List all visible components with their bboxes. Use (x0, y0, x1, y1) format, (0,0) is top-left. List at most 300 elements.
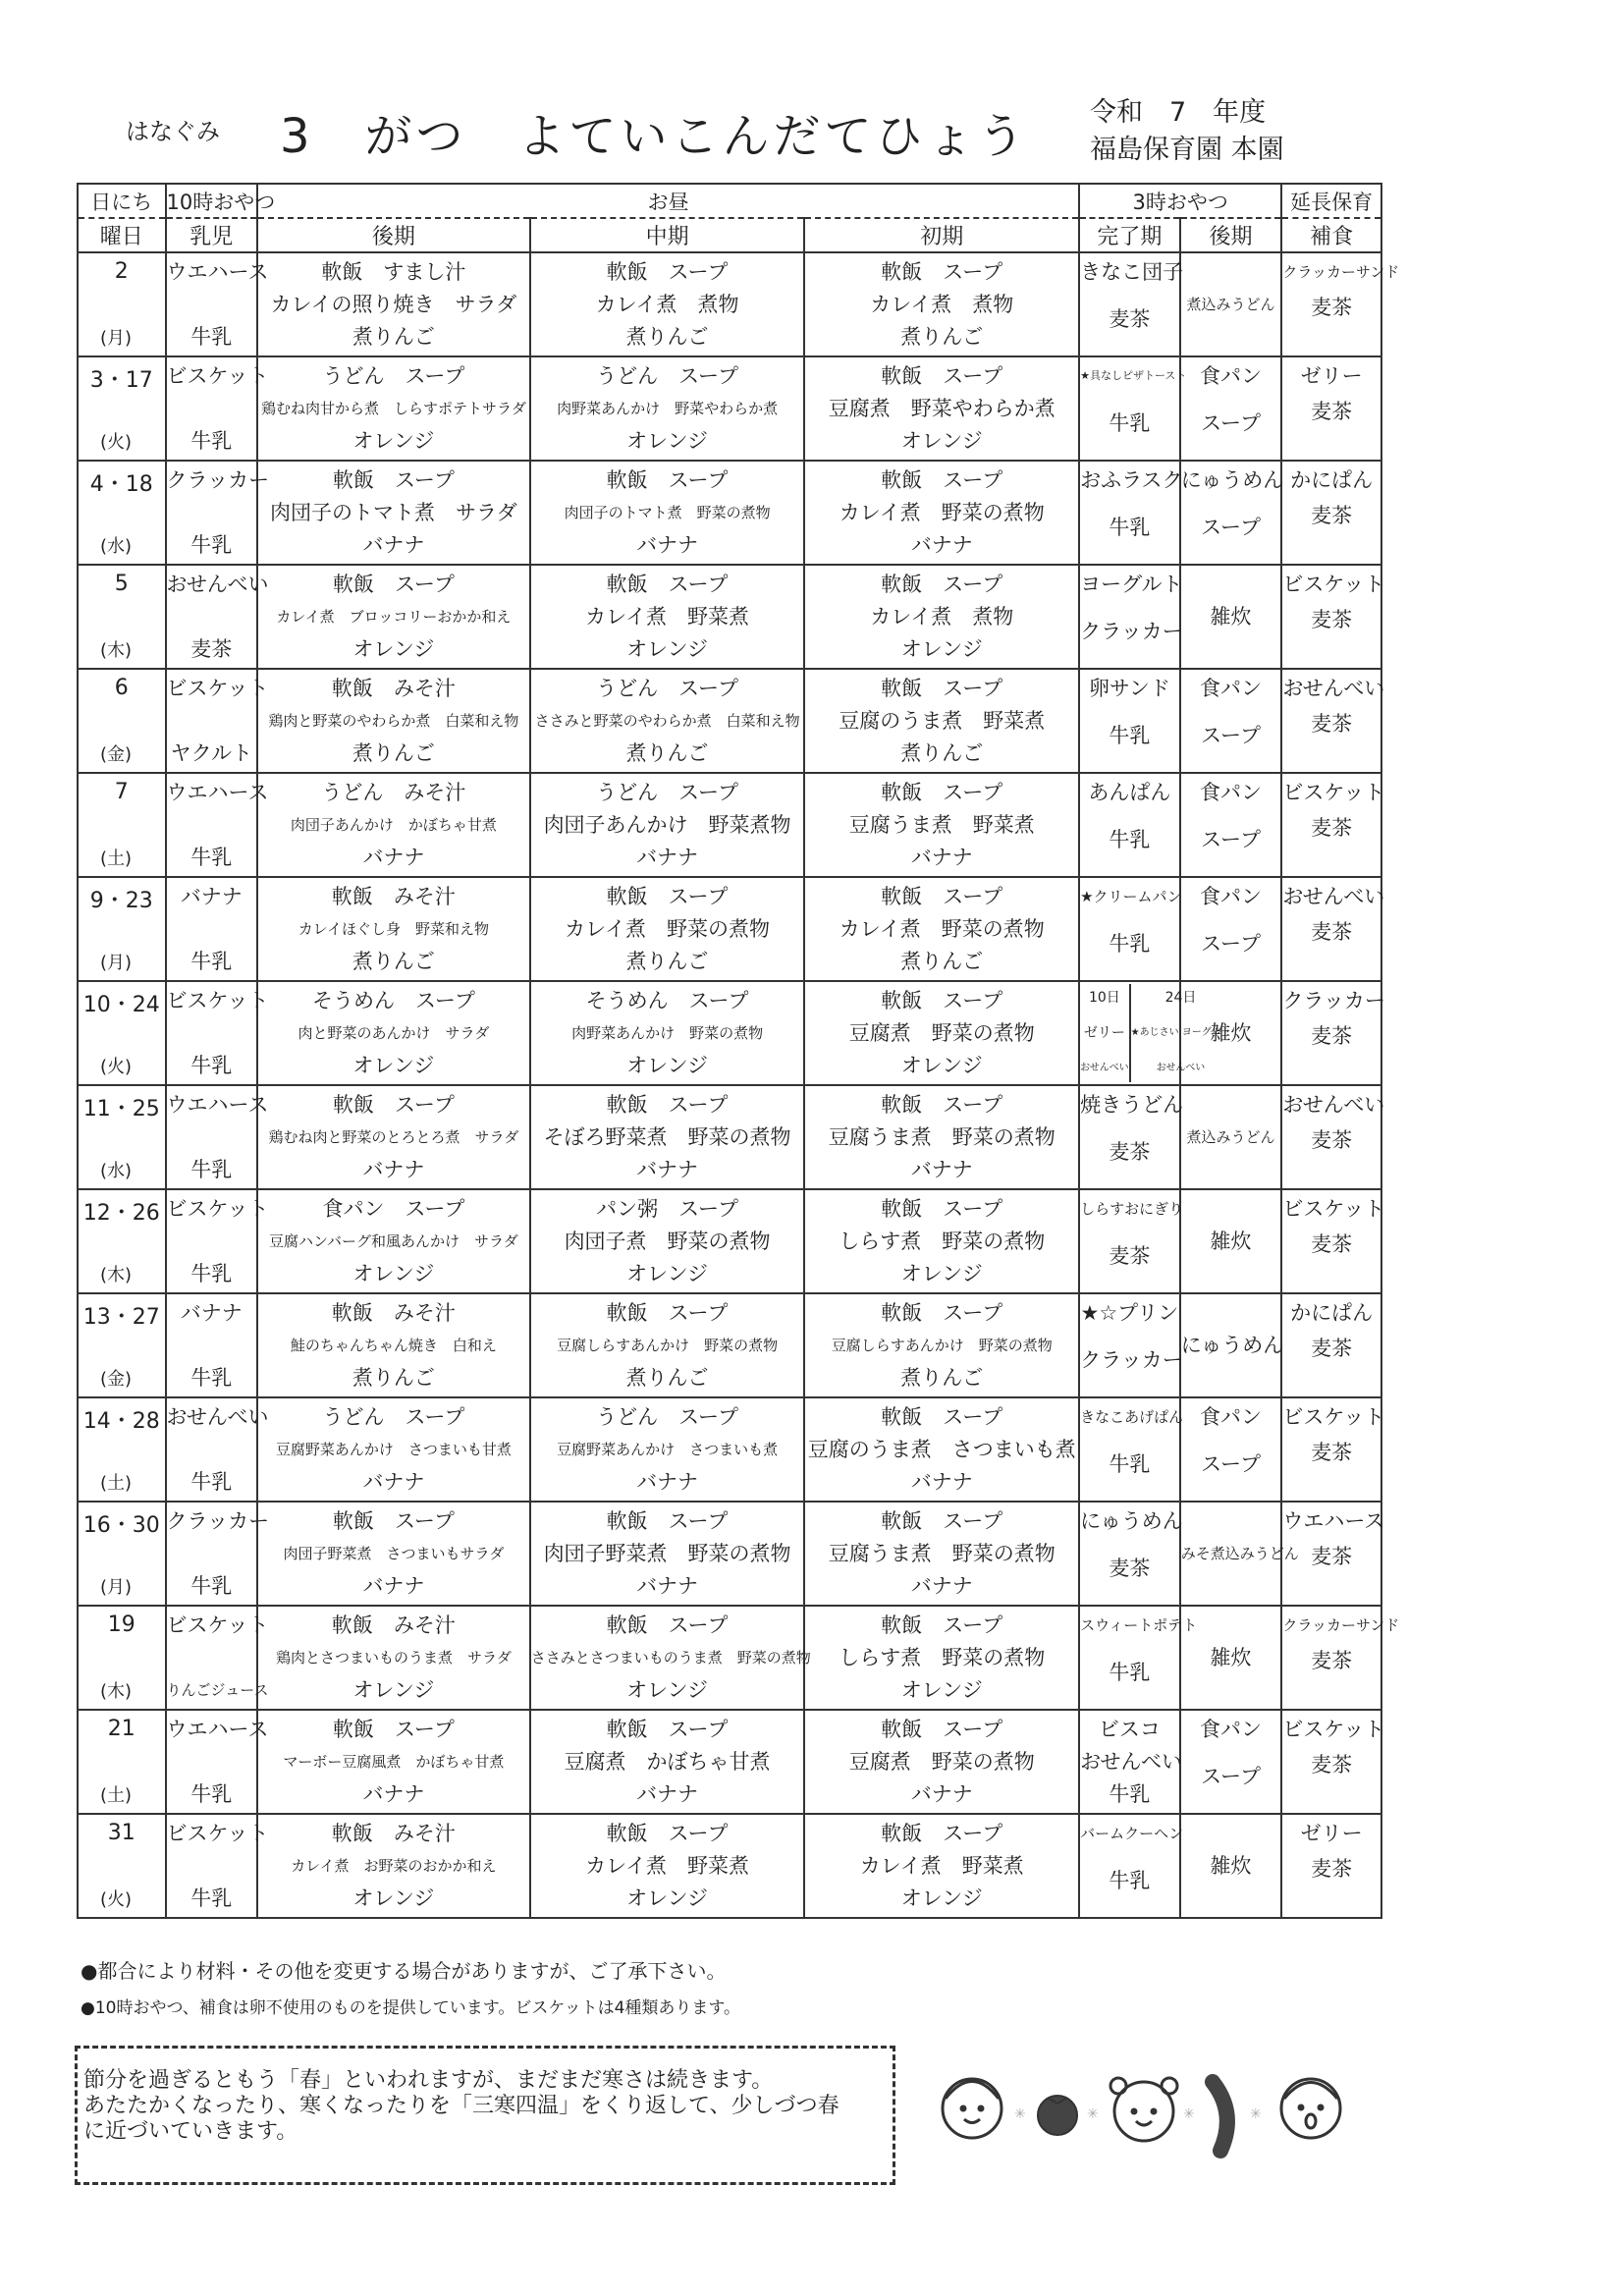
table-row (78, 669, 1381, 773)
early-line: オレンジ (900, 429, 983, 453)
middle-line: 軟飯 スープ (606, 1301, 729, 1325)
middle-line: そうめん スープ (585, 989, 749, 1012)
middle-line: 豆腐煮 かぼちゃ甘煮 (564, 1750, 771, 1774)
late-line: 肉団子のトマト煮 サラダ (270, 501, 517, 524)
surprised-face-icon (1281, 2079, 1340, 2138)
class-name: はなぐみ (126, 118, 220, 145)
late-cell (257, 252, 530, 356)
middle-line: 煮りんご (625, 325, 709, 349)
middle-cell (530, 981, 805, 1085)
early-line: オレンジ (900, 1678, 983, 1702)
girl-face-icon (1110, 2078, 1177, 2141)
message-line: 節分を過ぎるともう「春」といわれますが、まだまだ寒さは続きます。 (83, 2068, 774, 2093)
late-cell (257, 1085, 530, 1189)
late3-line: スープ (1201, 1452, 1261, 1476)
date-cell (78, 1397, 166, 1502)
ext-cell (1281, 1814, 1381, 1918)
weekday-label: (木) (100, 1681, 133, 1702)
s10-line: おせんべい (166, 573, 269, 596)
complete-cell (1079, 773, 1180, 877)
ext-line: 麦茶 (1311, 712, 1353, 736)
complete-split-line: ★あじさい ヨーグルト (1130, 1027, 1231, 1038)
s10-line: おせんべい (166, 1405, 269, 1429)
late-line: うどん みそ汁 (321, 781, 466, 804)
early-cell (804, 1397, 1079, 1502)
late3-cell (1180, 773, 1282, 877)
note-line: ●都合により材料・その他を変更する場合がありますが、ご了承下さい。 (81, 1959, 727, 1983)
s10-line: ビスケット (166, 1822, 269, 1845)
ext-line: クラッカーサンド (1282, 263, 1400, 281)
early-cell (804, 1293, 1079, 1397)
s10-line: ビスケット (166, 989, 269, 1012)
middle-line: 軟飯 スープ (606, 468, 729, 492)
complete-cell (1079, 669, 1180, 773)
fiscal-year: 令和 7 年度 (1090, 97, 1267, 128)
weekday-label: (金) (100, 1369, 133, 1390)
school-name: 福島保育園 本園 (1090, 135, 1284, 165)
late-line: オレンジ (352, 1054, 435, 1077)
date-cell (78, 1293, 166, 1397)
date-label: 12・26 (82, 1201, 160, 1226)
early-line: 豆腐しらすあんかけ 野菜の煮物 (831, 1337, 1053, 1354)
s10-cell (166, 1397, 269, 1502)
header-weekday: 曜日 (78, 218, 166, 252)
complete-line: 牛乳 (1109, 724, 1151, 747)
early-line: 軟飯 スープ (881, 1822, 1003, 1845)
late3-line: 食パン (1200, 364, 1263, 388)
table-row (78, 356, 1381, 461)
early-line: カレイ煮 野菜の煮物 (839, 501, 1045, 524)
late-line: 煮りんご (352, 741, 435, 765)
s10-cell (166, 356, 269, 461)
complete-cell (1079, 1293, 1183, 1397)
late-line: 軟飯 みそ汁 (331, 885, 456, 908)
s10-line: 牛乳 (190, 1574, 233, 1598)
late-cell (257, 1189, 530, 1293)
ext-line: 麦茶 (1311, 608, 1353, 631)
ext-cell (1281, 877, 1385, 981)
late3-cell (1180, 877, 1282, 981)
late-line: バナナ (362, 1470, 425, 1494)
date-label: 21 (107, 1717, 135, 1741)
late-line: マーボー豆腐風煮 かぼちゃ甘煮 (283, 1753, 505, 1771)
late-cell (257, 1710, 530, 1814)
early-line: 軟飯 スープ (881, 260, 1003, 284)
middle-line: うどん スープ (596, 364, 739, 388)
late-line: 鶏むね肉甘から煮 しらすポテトサラダ (260, 400, 526, 417)
complete-cell (1079, 252, 1184, 356)
date-label: 10・24 (82, 993, 160, 1017)
complete-line: おせんべい (1080, 1750, 1183, 1774)
middle-line: 煮りんご (625, 1366, 709, 1390)
complete-line: 麦茶 (1109, 307, 1151, 331)
header-late: 後期 (257, 218, 530, 252)
early-line: バナナ (910, 846, 973, 869)
s10-line: ビスケット (166, 1197, 269, 1221)
header-extended: 延長保育 (1281, 184, 1381, 218)
late-cell (257, 981, 530, 1085)
date-cell (78, 773, 166, 877)
header-late3: 後期 (1180, 218, 1282, 252)
middle-line: 肉団子のトマト煮 野菜の煮物 (564, 504, 771, 521)
middle-line: カレイ煮 野菜煮 (585, 1854, 750, 1878)
early-line: 豆腐煮 野菜の煮物 (848, 1021, 1035, 1045)
ext-cell (1281, 1189, 1385, 1293)
ext-cell (1281, 1397, 1385, 1502)
ext-line: 麦茶 (1311, 816, 1353, 840)
s10-cell (166, 252, 269, 356)
middle-line: オレンジ (626, 1886, 709, 1910)
complete-line: ビスコ (1098, 1718, 1161, 1741)
late3-line: スープ (1201, 932, 1261, 956)
complete-line: 牛乳 (1109, 1661, 1151, 1684)
weekday-label: (土) (100, 848, 133, 869)
late-line: バナナ (362, 846, 425, 869)
s10-cell (166, 1814, 269, 1918)
early-line: 軟飯 スープ (881, 364, 1003, 388)
table-row (78, 1710, 1381, 1814)
middle-line: 肉団子野菜煮 野菜の煮物 (543, 1542, 791, 1565)
complete-line: 麦茶 (1109, 1140, 1151, 1164)
late3-line: にゅうめん (1180, 468, 1284, 492)
table-row (78, 1293, 1381, 1397)
late-line: 煮りんご (352, 950, 435, 973)
s10-line: 牛乳 (190, 1158, 233, 1181)
early-line: 豆腐うま煮 野菜の煮物 (828, 1125, 1056, 1149)
late-line: バナナ (362, 1158, 425, 1181)
late-line: 鶏肉と野菜のやわらか煮 白菜和え物 (268, 712, 519, 730)
s10-cell (166, 1293, 258, 1397)
weekday-label: (火) (100, 432, 133, 453)
late3-cell (1180, 1502, 1299, 1606)
early-line: 豆腐煮 野菜やわらか煮 (828, 397, 1056, 420)
table-row (78, 1502, 1381, 1606)
date-cell (78, 1710, 166, 1814)
complete-line: あんぱん (1088, 781, 1171, 804)
late-line: 肉団子あんかけ かぼちゃ甘煮 (290, 816, 497, 834)
date-label: 13・27 (82, 1305, 160, 1330)
ext-cell (1281, 773, 1385, 877)
late3-cell (1180, 1085, 1282, 1189)
notes (81, 1952, 740, 2027)
weekday-label: (火) (100, 1889, 133, 1910)
sparkle-icon: ✳ (1087, 2106, 1099, 2122)
date-cell (78, 1085, 166, 1189)
note-line: ●10時おやつ、補食は卵不使用のものを提供しています。ビスケットは4種類あります。 (81, 1998, 741, 2018)
middle-line: バナナ (636, 1158, 699, 1181)
early-line: バナナ (910, 1782, 973, 1806)
late3-line: 雑炊 (1210, 1646, 1252, 1669)
early-cell (804, 1606, 1079, 1710)
early-line: しらす煮 野菜の煮物 (839, 1646, 1046, 1669)
middle-cell (530, 1397, 805, 1502)
late-line: 軟飯 スープ (332, 573, 455, 596)
late3-cell (1180, 356, 1282, 461)
middle-line: うどん スープ (596, 677, 739, 700)
late-line: カレイほぐし身 野菜和え物 (298, 920, 490, 938)
early-line: 軟飯 スープ (881, 781, 1003, 804)
complete-line: バームクーヘン (1080, 1825, 1184, 1842)
table-row (78, 565, 1381, 669)
middle-line: ささみとさつまいものうま煮 野菜の煮物 (530, 1649, 811, 1667)
middle-line: 肉団子あんかけ 野菜煮物 (543, 813, 791, 837)
early-line: 軟飯 スープ (881, 573, 1003, 596)
middle-cell (530, 1502, 805, 1606)
late-line: オレンジ (352, 637, 435, 661)
late3-line: 雑炊 (1210, 1854, 1252, 1878)
ext-line: 麦茶 (1311, 400, 1353, 423)
complete-cell (1079, 1710, 1183, 1814)
late-line: 煮りんご (352, 325, 435, 349)
ext-line: 麦茶 (1311, 1441, 1353, 1464)
late-line: オレンジ (352, 1886, 435, 1910)
weekday-label: (金) (100, 744, 133, 765)
late3-line: にゅうめん (1180, 1334, 1284, 1357)
ext-line: ウエハース (1282, 1509, 1385, 1533)
s10-line: ウエハース (166, 1718, 269, 1741)
late-cell (257, 669, 530, 773)
middle-cell (530, 461, 805, 565)
late3-cell (1180, 1189, 1282, 1293)
table-row (78, 1397, 1381, 1502)
middle-line: 豆腐野菜あんかけ さつまいも煮 (557, 1441, 779, 1458)
middle-line: カレイ煮 煮物 (595, 293, 739, 316)
complete-line: おふラスク (1080, 468, 1183, 492)
middle-line: 軟飯 スープ (606, 1718, 729, 1741)
s10-line: ヤクルト (170, 741, 252, 765)
late-line: 豆腐野菜あんかけ さつまいも甘煮 (275, 1441, 512, 1458)
middle-cell (530, 877, 805, 981)
complete-cell (1079, 877, 1180, 981)
s10-line: バナナ (180, 1301, 243, 1325)
middle-cell (530, 773, 805, 877)
late-line: 軟飯 スープ (332, 468, 455, 492)
ext-line: 麦茶 (1311, 1649, 1353, 1672)
table-row (78, 877, 1381, 981)
middle-line: そぼろ野菜煮 野菜の煮物 (543, 1125, 791, 1149)
middle-line: オレンジ (626, 1262, 709, 1285)
complete-line: ★クリームパン (1080, 888, 1182, 905)
ext-line: 麦茶 (1311, 1753, 1353, 1777)
ext-line: ビスケット (1282, 1405, 1385, 1429)
late3-line: 食パン (1200, 1405, 1263, 1429)
ext-line: 麦茶 (1311, 1857, 1353, 1881)
middle-line: 軟飯 スープ (606, 1822, 729, 1845)
middle-line: 軟飯 スープ (606, 573, 729, 596)
late-line: 食パン スープ (322, 1197, 465, 1221)
page-title: 3 がつ よていこんだてひょう (280, 109, 1029, 164)
ext-line: おせんべい (1282, 1093, 1385, 1117)
early-cell (804, 461, 1079, 565)
early-cell (804, 1814, 1079, 1918)
middle-cell (530, 1710, 805, 1814)
early-line: バナナ (910, 533, 973, 557)
middle-line: 軟飯 スープ (606, 1509, 729, 1533)
late-line: バナナ (362, 1782, 425, 1806)
late-line: うどん スープ (322, 1405, 465, 1429)
s10-line: クラッカー (166, 1509, 270, 1533)
middle-line: 軟飯 スープ (606, 260, 729, 284)
early-line: 軟飯 スープ (881, 1197, 1003, 1221)
menu-table (77, 183, 1400, 1919)
late3-line: スープ (1201, 1765, 1261, 1788)
late-line: 鮭のちゃんちゃん焼き 白和え (290, 1337, 497, 1354)
complete-split-line: おせんべい (1156, 1063, 1206, 1073)
s10-line: 牛乳 (190, 1054, 233, 1077)
late-line: 軟飯 スープ (332, 1509, 455, 1533)
complete-cell (1079, 1502, 1183, 1606)
late3-line: 煮込みうどん (1186, 1128, 1275, 1146)
table-row (78, 773, 1381, 877)
late-cell (257, 1293, 530, 1397)
late-line: 鶏肉とさつまいものうま煮 サラダ (275, 1649, 512, 1667)
late3-line: スープ (1201, 724, 1261, 747)
date-label: 16・30 (82, 1513, 160, 1538)
early-line: 煮りんご (900, 325, 984, 349)
middle-line: オレンジ (626, 1678, 709, 1702)
late-line: カレイの照り焼き サラダ (270, 293, 517, 316)
middle-cell (530, 356, 805, 461)
ext-cell (1281, 1710, 1385, 1814)
late-line: オレンジ (352, 1262, 435, 1285)
complete-split-line: 10日 (1088, 990, 1120, 1006)
table-row (78, 1085, 1381, 1189)
date-label: 9・23 (89, 889, 153, 913)
complete-line: 牛乳 (1109, 411, 1151, 435)
date-label: 3・17 (89, 368, 153, 393)
early-line: 軟飯 スープ (881, 1405, 1003, 1429)
ext-cell (1281, 669, 1385, 773)
s10-line: 牛乳 (190, 1886, 233, 1910)
weekday-label: (水) (100, 1161, 133, 1181)
middle-line: 軟飯 スープ (606, 1093, 729, 1117)
late-line: そうめん スープ (311, 989, 475, 1012)
early-line: オレンジ (900, 1886, 983, 1910)
early-line: 軟飯 スープ (881, 989, 1003, 1012)
early-line: 軟飯 スープ (881, 1718, 1003, 1741)
middle-line: 煮りんご (625, 950, 709, 973)
table-row (78, 1189, 1381, 1293)
middle-line: 肉野菜あんかけ 野菜やわらか煮 (557, 400, 779, 417)
ext-line: 麦茶 (1311, 296, 1353, 319)
early-line: 軟飯 スープ (881, 1613, 1003, 1637)
ext-line: ビスケット (1282, 781, 1385, 804)
complete-line: 牛乳 (1109, 1452, 1151, 1476)
date-cell (78, 669, 166, 773)
late-line: バナナ (362, 1574, 425, 1598)
early-line: カレイ煮 煮物 (870, 605, 1014, 629)
early-line: しらす煮 野菜の煮物 (839, 1230, 1046, 1253)
early-cell (804, 877, 1079, 981)
complete-line: 焼きうどん (1080, 1093, 1184, 1117)
weekday-label: (木) (100, 1265, 133, 1285)
late3-line: スープ (1201, 411, 1261, 435)
late-line: 肉団子野菜煮 さつまいもサラダ (283, 1545, 505, 1562)
complete-line: 牛乳 (1109, 932, 1151, 956)
early-line: カレイ煮 野菜の煮物 (839, 917, 1045, 941)
late3-line: 煮込みうどん (1186, 296, 1275, 313)
s10-line: りんごジュース (166, 1681, 269, 1699)
early-line: バナナ (910, 1158, 973, 1181)
date-cell (78, 1189, 166, 1293)
ext-cell (1281, 252, 1400, 356)
middle-cell (530, 1189, 805, 1293)
date-label: 6 (114, 676, 129, 700)
early-line: オレンジ (900, 1054, 983, 1077)
late3-cell (1180, 1397, 1282, 1502)
header-supplement: 補食 (1281, 218, 1381, 252)
date-cell (78, 877, 166, 981)
ext-line: かにぱん (1290, 1301, 1374, 1325)
complete-line: 牛乳 (1109, 1869, 1151, 1892)
middle-line: カレイ煮 野菜煮 (585, 605, 750, 629)
s10-line: 牛乳 (190, 429, 233, 453)
late-cell (257, 565, 530, 669)
complete-line: きなこあげぱん (1080, 1408, 1184, 1426)
complete-line: 麦茶 (1109, 1557, 1151, 1580)
s10-line: 牛乳 (190, 1262, 233, 1285)
late-line: 軟飯 みそ汁 (331, 1613, 456, 1637)
late3-line: 食パン (1200, 677, 1263, 700)
table-row (78, 1606, 1381, 1710)
early-cell (804, 356, 1079, 461)
ext-cell (1281, 1085, 1385, 1189)
early-cell (804, 669, 1079, 773)
early-line: 軟飯 スープ (881, 1301, 1003, 1325)
late-cell (257, 1814, 530, 1918)
late-line: カレイ煮 お野菜のおかか和え (291, 1857, 497, 1875)
early-line: 煮りんご (900, 950, 984, 973)
s10-line: 麦茶 (190, 637, 233, 661)
early-cell (804, 1710, 1079, 1814)
ext-line: 麦茶 (1311, 504, 1353, 527)
complete-line: クラッカー (1080, 1348, 1183, 1372)
middle-line: うどん スープ (596, 1405, 739, 1429)
ext-line: ゼリー (1300, 364, 1363, 388)
school-info (1090, 94, 1284, 169)
late-cell (257, 1502, 530, 1606)
boy-face-icon (943, 2079, 1001, 2138)
sparkle-icon: ✳ (1250, 2106, 1262, 2122)
late-cell (257, 773, 530, 877)
date-label: 7 (114, 780, 129, 804)
ext-cell (1281, 1606, 1400, 1710)
middle-cell (530, 669, 805, 773)
table-row (78, 1814, 1381, 1918)
middle-line: 豆腐しらすあんかけ 野菜の煮物 (557, 1337, 779, 1354)
s10-line: ビスケット (166, 364, 269, 388)
date-label: 31 (107, 1821, 135, 1845)
late-line: 鶏むね肉と野菜のとろとろ煮 サラダ (268, 1128, 519, 1146)
date-cell (78, 1502, 166, 1606)
ext-line: クラッカー (1282, 989, 1385, 1012)
late-cell (257, 356, 530, 461)
ext-cell (1281, 1502, 1385, 1606)
weekday-label: (木) (100, 640, 133, 661)
late-line: 軟飯 すまし汁 (321, 260, 466, 284)
ext-cell (1281, 461, 1381, 565)
late-line: 豆腐ハンバーグ和風あんかけ サラダ (269, 1232, 518, 1250)
late3-cell (1180, 461, 1282, 565)
s10-cell (166, 669, 269, 773)
date-cell (78, 252, 166, 356)
early-cell (804, 252, 1079, 356)
late-line: 肉と野菜のあんかけ サラダ (298, 1024, 490, 1042)
middle-line: バナナ (636, 846, 699, 869)
date-label: 2 (114, 259, 129, 284)
middle-cell (530, 1293, 805, 1397)
header-complete: 完了期 (1079, 218, 1180, 252)
